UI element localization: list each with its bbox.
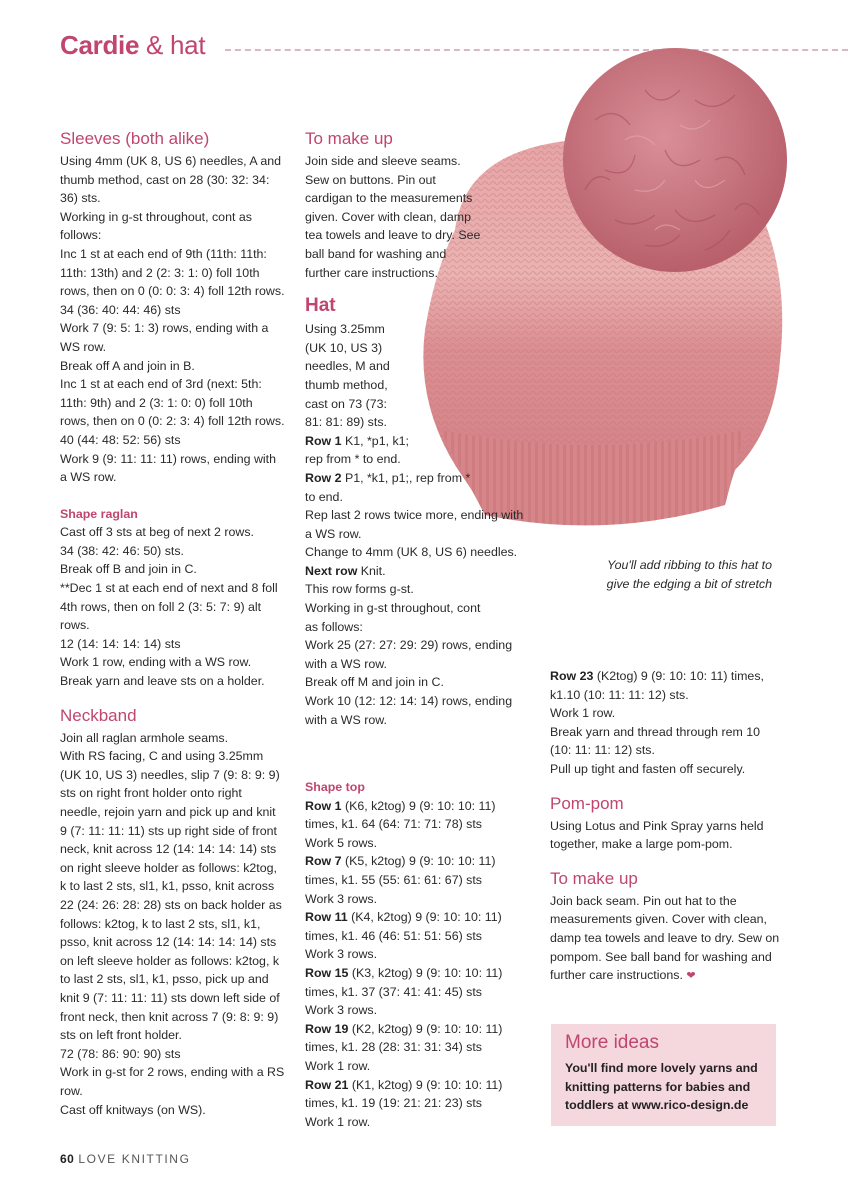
hat-para: Work 10 (12: 12: 14: 14) rows, ending with a WS row.	[305, 694, 513, 727]
sleeves-para: Work 7 (9: 5: 1: 3) rows, ending with a WS row.	[60, 321, 269, 354]
title-rest: & hat	[139, 30, 206, 60]
row-label: Row 15	[305, 965, 349, 980]
page-title	[60, 30, 205, 61]
hat-para: Rep last 2 rows twice more, ending with a WS row.	[305, 508, 524, 541]
sleeves-para: Break off A and join in B.	[60, 358, 195, 373]
more-ideas-body: You'll find more lovely yarns and knitting patterns for babies and toddlers at www.rico-design.de	[565, 1061, 758, 1113]
hat-para: Using 3.25mm (UK 10, US 3) needles, M and thumb method, cast on 73 (73: 81: 81: 89) sts.	[305, 322, 390, 430]
neckband-heading: Neckband	[60, 705, 137, 725]
shape-para: Work 3 rows.	[305, 891, 378, 906]
shape-para: Work 5 rows.	[305, 835, 378, 850]
title-bold: Cardie	[60, 30, 140, 60]
hat-para: Change to 4mm (UK 8, US 6) needles.	[305, 545, 518, 560]
pompom-heading: Pom-pom	[550, 793, 624, 813]
row-label: Row 21	[305, 1077, 349, 1092]
hat-heading: Hat	[305, 295, 336, 317]
more-ideas-heading: More ideas	[565, 1032, 659, 1053]
sleeves-para: Inc 1 st at each end of 9th (11th: 11th: 11th: 13th) and 2 (2: 3: 1: 0) foll 10th rows, then on 0 (0: 0: 3: 4) foll 12th rows.	[60, 246, 285, 299]
heart-icon: ❤	[686, 970, 696, 983]
hat-row	[305, 432, 415, 469]
shape-para: Work 3 rows.	[305, 947, 378, 962]
photo-caption: You'll add ribbing to this hat to give the edging a bit of stretch	[606, 558, 772, 591]
neckband-para: 72 (78: 86: 90: 90) sts	[60, 1046, 181, 1061]
page-footer	[60, 1152, 191, 1166]
shape-raglan-heading: Shape raglan	[60, 506, 138, 521]
raglan-para: Break off B and join in C.	[60, 562, 197, 577]
hat-row	[305, 469, 475, 506]
hat-row	[305, 562, 495, 581]
sleeves-para: 40 (44: 48: 52: 56) sts	[60, 432, 181, 447]
column-middle	[305, 128, 524, 729]
row-text: (K1, k2tog) 9 (9: 10: 10: 11) times, k1. 19 (19: 21: 21: 23) sts	[305, 1077, 503, 1111]
row-text: (K5, k2tog) 9 (9: 10: 10: 11) times, k1. 55 (55: 61: 61: 67) sts	[305, 854, 496, 887]
pompom-shape	[563, 48, 787, 272]
sleeves-para: Using 4mm (UK 8, US 6) needles, A and thumb method, cast on 28 (30: 32: 34: 36) sts.	[60, 154, 282, 206]
hat-para: Working in g-st throughout, cont as follows:	[305, 601, 481, 634]
make-up-hat-heading: To make up	[550, 868, 638, 888]
row-text: (K2tog) 9 (9: 10: 10: 11) times, k1.10 (10: 11: 11: 12) sts.	[550, 669, 764, 702]
shape-para: Pull up tight and fasten off securely.	[550, 761, 746, 776]
row-label: Row 23	[550, 669, 594, 683]
row-label: Row 1	[305, 798, 342, 813]
row-label: Row 7	[305, 854, 342, 869]
more-ideas-box	[551, 1024, 776, 1126]
raglan-para: 34 (38: 42: 46: 50) sts.	[60, 543, 184, 558]
shape-para: Work 3 rows.	[305, 1003, 378, 1018]
row-text: (K6, k2tog) 9 (9: 10: 10: 11) times, k1. 64 (64: 71: 71: 78) sts	[305, 798, 496, 832]
hat-para: This row forms g-st.	[305, 582, 414, 597]
row-label: Next row	[305, 563, 358, 578]
hat-para: Work 25 (27: 27: 29: 29) rows, ending with a WS row.	[305, 638, 513, 671]
neckband-para: Join all raglan armhole seams.	[60, 730, 229, 745]
shape-row	[305, 1076, 530, 1113]
row-label: Row 19	[305, 1021, 349, 1036]
sleeves-para: Inc 1 st at each end of 3rd (next: 5th: 11th: 9th) and 2 (3: 1: 0: 0) foll 10th rows, then on 0 (0: 2: 3: 4) foll 12th rows.	[60, 377, 285, 429]
shape-para: Work 1 row.	[550, 706, 616, 721]
shape-row	[305, 1020, 530, 1057]
row-text: (K2, k2tog) 9 (9: 10: 10: 11) times, k1. 28 (28: 31: 31: 34) sts	[305, 1021, 503, 1055]
neckband-para: Work in g-st for 2 rows, ending with a RS row.	[60, 1065, 285, 1098]
neckband-para: Cast off knitways (on WS).	[60, 1102, 206, 1117]
raglan-para: Cast off 3 sts at beg of next 2 rows.	[60, 525, 254, 540]
row-text: P1, *k1, p1;, rep from * to end.	[305, 470, 471, 504]
shape-row	[550, 667, 780, 704]
row-text: (K3, k2tog) 9 (9: 10: 10: 11) times, k1. 37 (37: 41: 41: 45) sts	[305, 965, 503, 999]
make-up-cardie-para: Join side and sleeve seams. Sew on buttons. Pin out cardigan to the measurements given. Cover with clean, damp tea towels and leave to dry. See ball band for washing and further care instructions.	[305, 154, 481, 280]
page-number: 60	[60, 1152, 75, 1166]
column-left	[60, 128, 285, 1119]
make-up-hat-text: Join back seam. Pin out hat to the measurements given. Cover with clean, damp tea towels and leave to dry. Sew on pompom. See ball band for washing and further care instructions.	[550, 893, 780, 983]
row-label: Row 2	[305, 470, 342, 485]
row-label: Row 1	[305, 433, 342, 448]
row-label: Row 11	[305, 910, 348, 925]
shape-row	[305, 908, 530, 945]
make-up-cardie-heading: To make up	[305, 129, 393, 148]
raglan-para: Break yarn and leave sts on a holder.	[60, 674, 265, 689]
pompom-para: Using Lotus and Pink Spray yarns held together, make a large pom-pom.	[550, 818, 764, 852]
column-right	[550, 667, 780, 986]
raglan-para: 12 (14: 14: 14: 14) sts	[60, 636, 181, 651]
row-text: (K4, k2tog) 9 (9: 10: 10: 11) times, k1. 46 (46: 51: 51: 56) sts	[305, 910, 502, 943]
hat-para: Break off M and join in C.	[305, 675, 444, 690]
sleeves-para: Working in g-st throughout, cont as follows:	[60, 209, 252, 243]
shape-row	[305, 852, 530, 889]
sleeves-para: 34 (36: 40: 44: 46) sts	[60, 302, 181, 317]
neckband-para: With RS facing, C and using 3.25mm (UK 10, US 3) needles, slip 7 (9: 8: 9: 9) sts on right front holder onto right needle, rejoin yarn and pick up and knit 9 (7: 11: 11: 11) sts up right side of front neck, knit across 12 (14: 14: 14: 14) sts on right sleeve holder as follows: k2tog, k to last 2 sts, sl1, k1, psso, knit across 22 (24: 26: 28: 28) sts on back holder as follows: k2tog, k to last 2 sts, sl1, k1, psso, knit across 12 (14: 14: 14: 14) sts on left sleeve holder as follows: k2tog, k to last 2 sts, sl1, k1, psso, pick up and knit 9 (7: 11: 11: 11) sts down left side of front neck, then knit across 7 (9: 8: 9: 9) sts on left front holder.	[60, 749, 282, 1043]
sleeves-heading: Sleeves (both alike)	[60, 129, 210, 148]
sleeves-para: Work 9 (9: 11: 11: 11) rows, ending with a WS row.	[60, 451, 277, 485]
shape-para: Work 1 row.	[305, 1114, 371, 1129]
shape-row	[305, 964, 530, 1001]
column-middle-shape-top	[305, 778, 530, 1131]
raglan-para: **Dec 1 st at each end of next and 8 foll 4th rows, then on foll 2 (3: 5: 7: 9) alt rows.	[60, 581, 278, 633]
shape-para: Break yarn and thread through rem 10 (10: 11: 11: 12) sts.	[550, 724, 761, 758]
row-text: Knit.	[357, 563, 386, 578]
shape-row	[305, 797, 530, 834]
make-up-hat-para	[550, 892, 780, 986]
shape-para: Work 1 row.	[305, 1058, 371, 1073]
magazine-name: LOVE KNITTING	[78, 1152, 191, 1166]
shape-top-heading: Shape top	[305, 780, 365, 794]
raglan-para: Work 1 row, ending with a WS row.	[60, 655, 252, 670]
row-text: K1, *p1, k1; rep from * to end.	[305, 433, 410, 467]
